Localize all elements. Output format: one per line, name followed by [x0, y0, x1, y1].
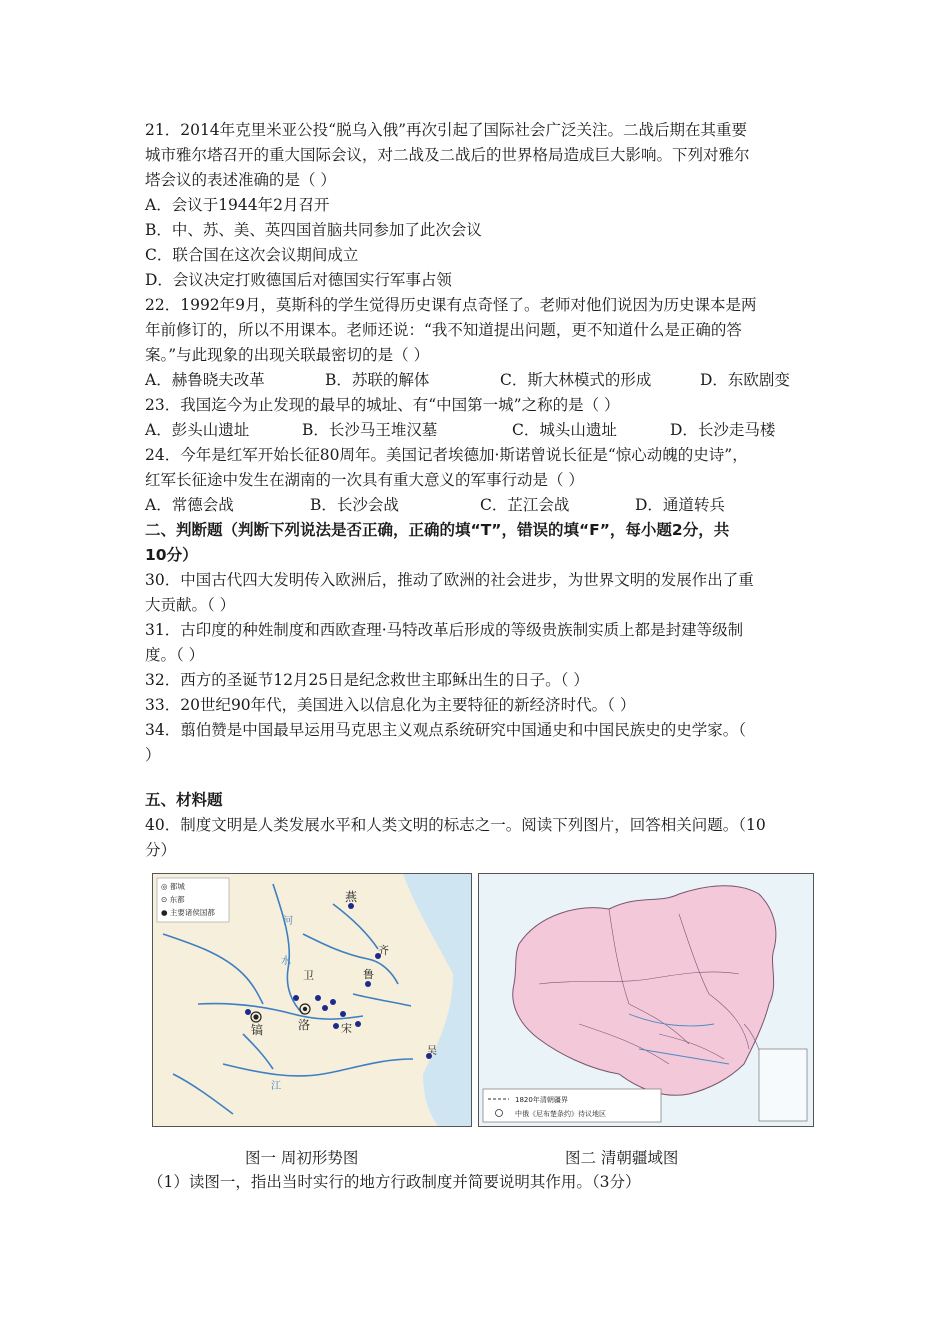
question-text: 红军长征途中发生在湖南的一次具有重大意义的军事行动是（ ） [145, 471, 584, 489]
section-title: 五、材料题 [145, 791, 223, 809]
zhou-map [152, 873, 472, 1127]
question-text: 40．制度文明是人类发展水平和人类文明的标志之一。阅读下列图片，回答相关问题。（10 [145, 816, 766, 834]
legend-east-capital: ⊙ 东都 [161, 895, 185, 904]
section-2-heading [145, 518, 815, 568]
label-wei: 卫 [303, 969, 314, 982]
option-d: D．长沙走马楼 [670, 421, 776, 439]
option-d: D．会议决定打败德国后对德国实行军事占领 [145, 271, 452, 289]
options-row [145, 418, 815, 443]
judgment-line: 31．古印度的种姓制度和西欧查理·马特改革后形成的等级贵族制实质上都是封建等级制 [145, 621, 744, 639]
question-40-1: （1）读图一，指出当时实行的地方行政制度并简要说明其作用。（3分） [148, 1173, 641, 1191]
question-23 [145, 393, 815, 443]
legend-vassal: ● 主要诸侯国都 [161, 908, 215, 917]
label-song: 宋 [341, 1022, 352, 1035]
judgment-line: 34．翦伯赞是中国最早运用马克思主义观点系统研究中国通史和中国民族史的史学家。（ [145, 721, 746, 739]
question-text: 城市雅尔塔召开的重大国际会议，对二战及二战后的世界格局造成巨大影响。下列对雅尔 [145, 146, 750, 164]
option-a: A．常德会战 [145, 496, 234, 514]
label-hao: 镐 [251, 1023, 264, 1037]
judgment-line: 度。（ ） [145, 646, 205, 664]
option-d: D．通道转兵 [635, 496, 725, 514]
caption-figure-2: 图二 清朝疆域图 [565, 1149, 679, 1167]
judgment-line: ） [145, 746, 161, 764]
legend-qing-border: 1820年清朝疆界 [515, 1096, 568, 1104]
option-b: B．苏联的解体 [325, 371, 430, 389]
options-row [145, 493, 815, 518]
options-row [145, 368, 815, 393]
legend-capital: ◎ 都城 [161, 882, 185, 891]
judgment-line: 32．西方的圣诞节12月25日是纪念救世主耶稣出生的日子。（ ） [145, 671, 589, 689]
question-text: 22．1992年9月，莫斯科的学生觉得历史课有点奇怪了。老师对他们说因为历史课本是两 [145, 296, 757, 314]
judgment-line: 大贡献。（ ） [145, 596, 236, 614]
option-b: B．中、苏、美、英四国首脑共同参加了此次会议 [145, 221, 482, 239]
label-wu: 吴 [427, 1046, 437, 1057]
label-yan: 燕 [345, 890, 358, 904]
option-a: A．彭头山遗址 [145, 421, 250, 439]
option-c: C．联合国在这次会议期间成立 [145, 246, 359, 264]
label-qi: 齐 [378, 944, 389, 957]
section-title: 10分） [145, 546, 198, 564]
option-c: C．斯大林模式的形成 [500, 371, 652, 389]
question-text: 案。”与此现象的出现关联最密切的是（ ） [145, 346, 430, 364]
label-shui: 水 [281, 956, 291, 967]
question-text: 分） [145, 841, 177, 859]
label-lu: 鲁 [363, 968, 374, 981]
option-b: B．长沙会战 [310, 496, 399, 514]
question-21 [145, 118, 815, 293]
question-text: 年前修订的，所以不用课本。老师还说：“我不知道提出问题，更不知道什么是正确的答 [145, 321, 742, 339]
option-c: C．芷江会战 [480, 496, 570, 514]
judgment-questions [145, 568, 815, 768]
judgment-line: 30．中国古代四大发明传入欧洲后，推动了欧洲的社会进步，为世界文明的发展作出了重 [145, 571, 754, 589]
question-24 [145, 443, 815, 518]
section-5 [145, 788, 815, 863]
section-title: 二、判断题（判断下列说法是否正确，正确的填“T”，错误的填“F”，每小题2分，共 [145, 521, 730, 539]
qing-map [478, 873, 814, 1127]
option-a: A．会议于1944年2月召开 [145, 196, 330, 214]
option-b: B．长沙马王堆汉墓 [302, 421, 438, 439]
judgment-line: 33．20世纪90年代，美国进入以信息化为主要特征的新经济时代。（ ） [145, 696, 636, 714]
label-jiang: 江 [271, 1081, 281, 1092]
label-luo: 洛 [298, 1018, 311, 1032]
exam-page [145, 118, 815, 863]
question-text: 21．2014年克里米亚公投“脱乌入俄”再次引起了国际社会广泛关注。二战后期在其重要 [145, 121, 748, 139]
caption-figure-1: 图一 周初形势图 [245, 1149, 359, 1167]
question-text: 塔会议的表述准确的是（ ） [145, 171, 336, 189]
option-c: C．城头山遗址 [512, 421, 617, 439]
option-a: A．赫鲁晓夫改革 [145, 371, 265, 389]
option-d: D．东欧剧变 [700, 371, 790, 389]
label-he: 河 [283, 916, 293, 927]
legend-nerchinsk-area: 中俄《尼布楚条约》待议地区 [515, 1110, 606, 1118]
question-22 [145, 293, 815, 393]
question-text: 24．今年是红军开始长征80周年。美国记者埃德加·斯诺曾说长征是“惊心动魄的史诗”， [145, 446, 748, 464]
question-text: 23．我国迄今为止发现的最早的城址、有“中国第一城”之称的是（ ） [145, 396, 620, 414]
map-figures [152, 873, 814, 1128]
